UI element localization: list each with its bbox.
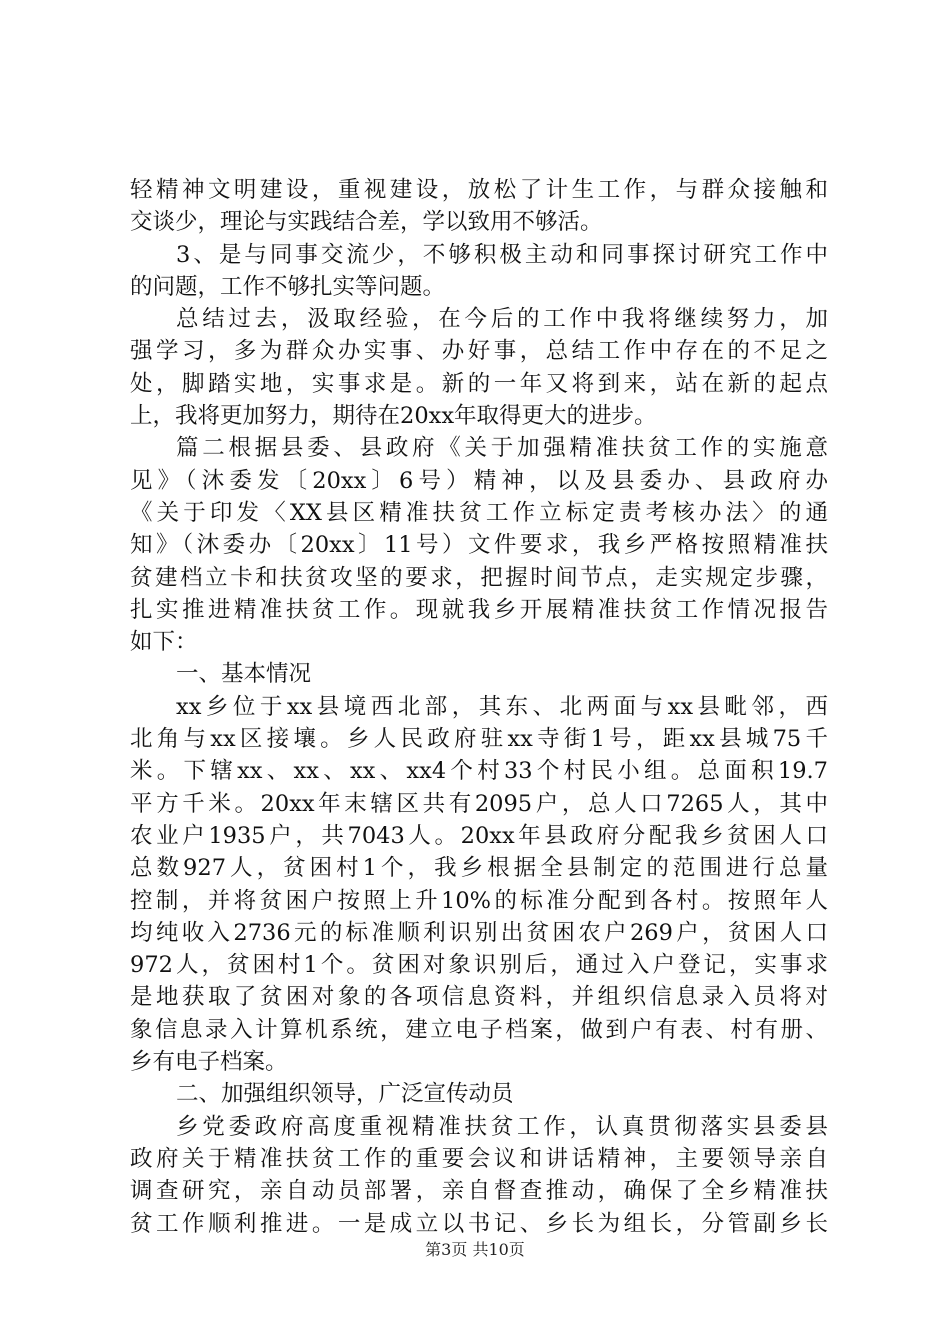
text-line: 农业户1935户，共7043人。20xx年县政府分配我乡贫困人口 (130, 822, 828, 849)
text-line: 二、加强组织领导，广泛宣传动员 (176, 1081, 514, 1108)
text-line: 轻精神文明建设，重视建设，放松了计生工作，与群众接触和 (130, 177, 828, 203)
text-line: 交谈少，理论与实践结合差，学以致用不够活。 (130, 209, 603, 236)
text-line: 扎实推进精准扶贫工作。现就我乡开展精准扶贫工作情况报告 (130, 596, 828, 623)
text-line: 政府关于精准扶贫工作的重要会议和讲话精神，主要领导亲自 (130, 1145, 828, 1172)
text-line: 调查研究，亲自动员部署，亲自督查推动，确保了全乡精准扶 (130, 1178, 828, 1205)
text-line: 处，脚踏实地，实事求是。新的一年又将到来，站在新的起点 (130, 370, 828, 397)
text-line: 上，我将更加努力，期待在20xx年取得更大的进步。 (130, 403, 657, 430)
text-line: 象信息录入计算机系统，建立电子档案，做到户有表、村有册、 (130, 1016, 828, 1043)
text-line: 贫建档立卡和扶贫攻坚的要求，把握时间节点，走实规定步骤， (130, 564, 828, 591)
text-line: 见》（沐委发〔20xx〕6号）精神，以及县委办、县政府办 (130, 467, 828, 494)
text-line: 北角与xx区接壤。乡人民政府驻xx寺街1号，距xx县城75千 (130, 726, 828, 753)
text-line: 贫工作顺利推进。一是成立以书记、乡长为组长，分管副乡长 (130, 1210, 828, 1237)
text-line: xx乡位于xx县境西北部，其东、北两面与xx县毗邻，西 (176, 693, 828, 720)
text-line: 的问题，工作不够扎实等问题。 (130, 273, 446, 300)
text-line: 控制，并将贫困户按照上升10%的标准分配到各村。按照年人 (130, 887, 828, 914)
document-body (130, 174, 828, 1240)
text-line: 乡有电子档案。 (130, 1049, 288, 1076)
text-line: 总结过去，汲取经验，在今后的工作中我将继续努力，加 (176, 306, 828, 333)
text-line: 强学习，多为群众办实事、办好事，总结工作中存在的不足之 (130, 338, 828, 365)
text-line: 《关于印发〈XX县区精准扶贫工作立标定责考核办法〉的通 (130, 499, 828, 526)
text-line: 3、是与同事交流少，不够积极主动和同事探讨研究工作中 (176, 241, 828, 268)
text-line: 972人，贫困村1个。贫困对象识别后，通过入户登记，实事求 (130, 952, 828, 979)
text-line: 篇二根据县委、县政府《关于加强精准扶贫工作的实施意 (176, 435, 828, 462)
text-line: 是地获取了贫困对象的各项信息资料，并组织信息录入员将对 (130, 984, 828, 1011)
text-line: 米。下辖xx、xx、xx、xx4个村33个村民小组。总面积19.7 (130, 758, 828, 785)
text-line: 如下： (130, 629, 198, 656)
text-line: 一、基本情况 (176, 661, 312, 688)
text-line: 总数927人，贫困村1个，我乡根据全县制定的范围进行总量 (130, 855, 828, 882)
page-footer: 第3页 共10页 (425, 1240, 525, 1259)
text-line: 知》（沐委办〔20xx〕11号）文件要求，我乡严格按照精准扶 (130, 532, 828, 559)
text-line: 均纯收入2736元的标准顺利识别出贫困农户269户，贫困人口 (130, 919, 828, 946)
text-line: 乡党委政府高度重视精准扶贫工作，认真贯彻落实县委县 (176, 1113, 828, 1140)
text-line: 平方千米。20xx年末辖区共有2095户，总人口7265人，其中 (130, 790, 828, 817)
